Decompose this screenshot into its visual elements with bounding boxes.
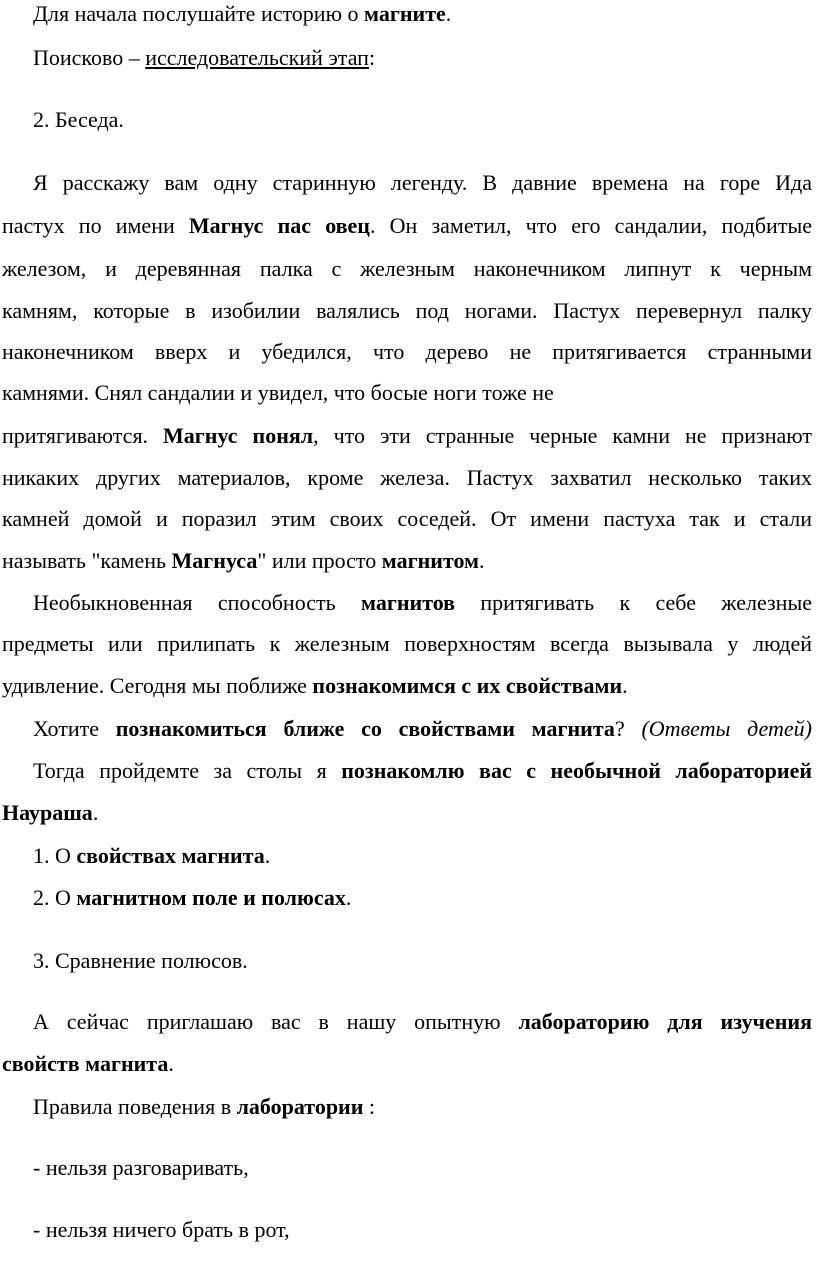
text-line xyxy=(2,1050,812,1078)
text-line xyxy=(2,338,812,366)
text-segment: называть "камень xyxy=(2,548,172,573)
text-segment: 1. О xyxy=(33,843,77,868)
text-segment: Я расскажу вам одну старинную легенду. В давние времена на горе Ида xyxy=(33,170,812,195)
bold-text: магнитов xyxy=(361,590,456,615)
text-line xyxy=(33,1154,812,1182)
bold-text: свойств магнита xyxy=(2,1051,169,1076)
text-segment: пастух по имени xyxy=(2,213,189,238)
text-segment: Поисково – xyxy=(33,45,146,70)
text-segment: . xyxy=(92,800,99,825)
text-line xyxy=(33,715,812,743)
text-segment: наконечником вверх и убедился, что дерево не притягивается странными xyxy=(2,339,812,364)
text-segment: . xyxy=(479,548,485,573)
text-line xyxy=(33,1008,812,1036)
text-line xyxy=(33,0,812,28)
bold-text: познакомлю вас с необычной лабораторией xyxy=(341,758,813,783)
text-segment: притягиваются. xyxy=(2,423,164,448)
text-segment: 2. Беседа. xyxy=(33,107,124,132)
text-segment: : xyxy=(368,45,376,70)
text-line xyxy=(33,106,812,134)
text-segment: удивление. Сегодня мы поближе xyxy=(2,673,313,698)
text-segment: никаких других материалов, кроме железа. Пастух захватил несколько таких xyxy=(2,465,812,490)
text-line xyxy=(2,799,812,827)
text-line xyxy=(33,884,812,912)
text-segment: камням, которые в изобилии валялись под ногами. Пастух перевернул палку xyxy=(2,298,812,323)
text-segment: Необыкновенная способность xyxy=(33,590,362,615)
text-line xyxy=(2,379,812,407)
text-segment: Правила поведения в xyxy=(33,1094,237,1119)
text-segment: . xyxy=(168,1051,174,1076)
text-line xyxy=(33,589,812,617)
text-segment: . xyxy=(345,885,352,910)
text-segment: Хотите xyxy=(33,716,116,741)
bold-text: магнитном поле и полюсах xyxy=(76,885,346,910)
text-line xyxy=(2,547,812,575)
text-segment: . xyxy=(445,1,452,26)
text-line xyxy=(2,255,812,283)
text-line xyxy=(2,630,812,658)
text-line xyxy=(33,842,812,870)
text-line xyxy=(2,297,812,325)
bold-text: лаборатории xyxy=(236,1094,364,1119)
text-segment: . xyxy=(264,843,271,868)
text-segment: 2. О xyxy=(33,885,77,910)
text-segment: - нельзя разговаривать, xyxy=(33,1155,249,1180)
text-segment: Тогда пройдемте за столы я xyxy=(33,758,342,783)
bold-text: Магнуса xyxy=(171,548,258,573)
text-segment: предметы или прилипать к железным поверхностям всегда вызывала у людей xyxy=(2,631,812,656)
bold-text: Магнус пас овец xyxy=(188,213,370,238)
bold-text: лабораторию для изучения xyxy=(518,1009,813,1034)
text-line xyxy=(2,505,812,533)
text-segment: . Он заметил, что его сандалии, подбитые xyxy=(369,213,812,238)
bold-text: Наураша xyxy=(2,800,93,825)
text-line xyxy=(2,672,812,700)
text-line xyxy=(33,1216,812,1244)
bold-text: свойствах магнита xyxy=(76,843,265,868)
text-segment: , что эти странные черные камни не признают xyxy=(313,423,812,448)
text-segment: Для начала послушайте историю о xyxy=(33,1,365,26)
underlined-text: исследовательский этап xyxy=(145,45,369,70)
text-segment: камнями. Снял сандалии и увидел, что босые ноги тоже не xyxy=(2,380,554,405)
text-segment: железом, и деревянная палка с железным наконечником липнут к черным xyxy=(2,256,812,281)
text-segment: . xyxy=(622,673,628,698)
text-line xyxy=(33,757,812,785)
text-segment: камней домой и поразил этим своих соседей. От имени пастуха так и стали xyxy=(2,506,812,531)
text-line xyxy=(2,212,812,240)
text-line xyxy=(2,464,812,492)
text-segment: ? xyxy=(614,716,642,741)
text-line xyxy=(33,44,812,72)
italic-text: (Ответы детей) xyxy=(641,716,812,741)
text-segment: - нельзя ничего брать в рот, xyxy=(33,1217,290,1242)
text-segment: : xyxy=(363,1094,376,1119)
text-line xyxy=(33,169,812,197)
text-segment: притягивать к себе железные xyxy=(455,590,812,615)
text-line xyxy=(2,422,812,450)
bold-text: Магнус понял xyxy=(163,423,314,448)
text-segment: 3. Сравнение полюсов. xyxy=(33,948,248,973)
bold-text: магните xyxy=(364,1,446,26)
text-line xyxy=(33,947,812,975)
text-line xyxy=(33,1093,812,1121)
text-segment: " или просто xyxy=(257,548,382,573)
bold-text: познакомиться ближе со свойствами магнита xyxy=(115,716,615,741)
bold-text: познакомимся с их свойствами xyxy=(312,673,623,698)
text-segment: А сейчас приглашаю вас в нашу опытную xyxy=(33,1009,519,1034)
bold-text: магнитом xyxy=(381,548,480,573)
